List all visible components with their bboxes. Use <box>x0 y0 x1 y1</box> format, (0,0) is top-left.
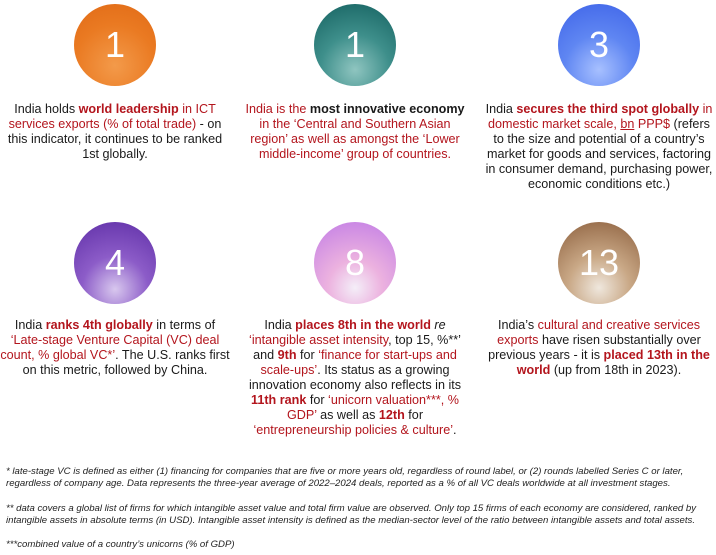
highlight-text: world leadership <box>78 102 179 116</box>
text-span: India is the <box>245 102 310 116</box>
rank-number: 8 <box>344 242 366 283</box>
card-text <box>0 318 230 378</box>
highlight-text: placed 13th in the world <box>516 348 710 377</box>
highlight-text: cultural and creative services exports <box>497 318 701 347</box>
rank-number: 3 <box>588 24 610 65</box>
text-span: in the ‘Central and Southern Asian region’ as well as amongst the ‘Lower middle-income’ group of countries. <box>250 117 460 161</box>
highlight-text: ranks 4th globally <box>45 318 153 332</box>
highlight-text: ‘Late-stage Venture Capital (VC) deal count, % global VC*’ <box>0 333 220 362</box>
highlight-text: ‘entrepreneurship policies & culture’ <box>253 423 453 437</box>
highlight-text: 11th rank <box>251 393 307 407</box>
intangible-assets-card <box>240 222 470 438</box>
rank-number: 1 <box>104 24 126 65</box>
card-text <box>484 318 714 378</box>
highlight-text: 12th <box>378 408 405 422</box>
late-stage-vc-card <box>0 222 230 378</box>
highlight-text: most innovative economy <box>309 102 465 116</box>
ict-exports-card <box>0 4 230 162</box>
highlight-text: ‘unicorn valuation***, % GDP’ <box>286 393 459 422</box>
text-span: in terms of <box>152 318 216 332</box>
card-text <box>240 318 470 438</box>
text-span: , top 15, %**’ and <box>253 333 461 362</box>
text-span: India <box>485 102 517 116</box>
rank-circle <box>558 4 640 86</box>
footnote-late-stage-vc: * late-stage VC is defined as either (1) financing for companies that are five or more years old, regardless of round label, or (2) rounds labelled Series C or later, regardless of company age. Data represents the three-year average of 2022–2024 deals, reported as a % of all VC deals worldwide at all investment stages. <box>6 466 684 489</box>
highlight-text: ‘intangible asset intensity <box>249 333 389 347</box>
rank-circle <box>74 4 156 86</box>
text-span: India holds <box>14 102 79 116</box>
text-span: have risen substantially over previous years - it is <box>488 333 701 362</box>
creative-exports-card <box>484 222 714 378</box>
highlight-text: PPP$ <box>634 117 671 131</box>
text-span: (refers to the size and potential of a country’s market for goods and services, factoring in consumer demand, purchasing power, economic conditions etc.) <box>485 117 713 191</box>
highlight-text: secures the third spot globally <box>516 102 700 116</box>
text-span: . <box>453 423 457 437</box>
highlight-text: bn <box>620 117 635 131</box>
rank-circle <box>74 222 156 304</box>
highlight-text: 9th <box>277 348 297 362</box>
highlight-text: in ICT services exports (% of total trade) <box>8 102 216 131</box>
rank-circle <box>558 222 640 304</box>
text-span: (up from 18th in 2023). <box>550 363 682 377</box>
highlight-text: places 8th in the world <box>295 318 431 332</box>
rank-number: 1 <box>344 24 366 65</box>
rank-number: 4 <box>104 242 126 283</box>
market-scale-card <box>484 4 714 192</box>
text-span: for <box>404 408 424 422</box>
text-span: - on this indicator, it continues to be ranked 1st globally. <box>7 117 223 161</box>
rank-circle <box>314 222 396 304</box>
card-text <box>0 102 230 162</box>
text-span: re <box>430 318 446 332</box>
text-span: . Its status as a growing innovation economy also reflects in its <box>248 363 462 392</box>
most-innovative-card <box>240 4 470 162</box>
text-span: India <box>264 318 296 332</box>
footnote-unicorns: ***combined value of a country’s unicorns (% of GDP) <box>6 539 235 550</box>
text-span: for <box>296 348 319 362</box>
text-span: India’s <box>497 318 538 332</box>
highlight-text: ‘finance for start-ups and scale-ups’ <box>260 348 457 377</box>
card-text <box>240 102 470 162</box>
text-span: India <box>14 318 46 332</box>
text-span: as well as <box>316 408 379 422</box>
text-span: for <box>306 393 329 407</box>
highlight-text: in domestic market scale, <box>488 102 713 131</box>
footnote-intangible-assets: ** data covers a global list of firms for which intangible asset value and total firm value are observed. Only top 15 firms of each economy are considered, ranked by intangible assets in absolute terms (in USD). Intangible asset intensity is defined as the median-sector level of the ratio between intangible assets and total assets. <box>6 503 697 526</box>
card-text <box>484 102 714 192</box>
rank-circle <box>314 4 396 86</box>
rank-number: 13 <box>578 242 620 283</box>
text-span: . The U.S. ranks first on this metric, followed by China. <box>22 348 230 377</box>
